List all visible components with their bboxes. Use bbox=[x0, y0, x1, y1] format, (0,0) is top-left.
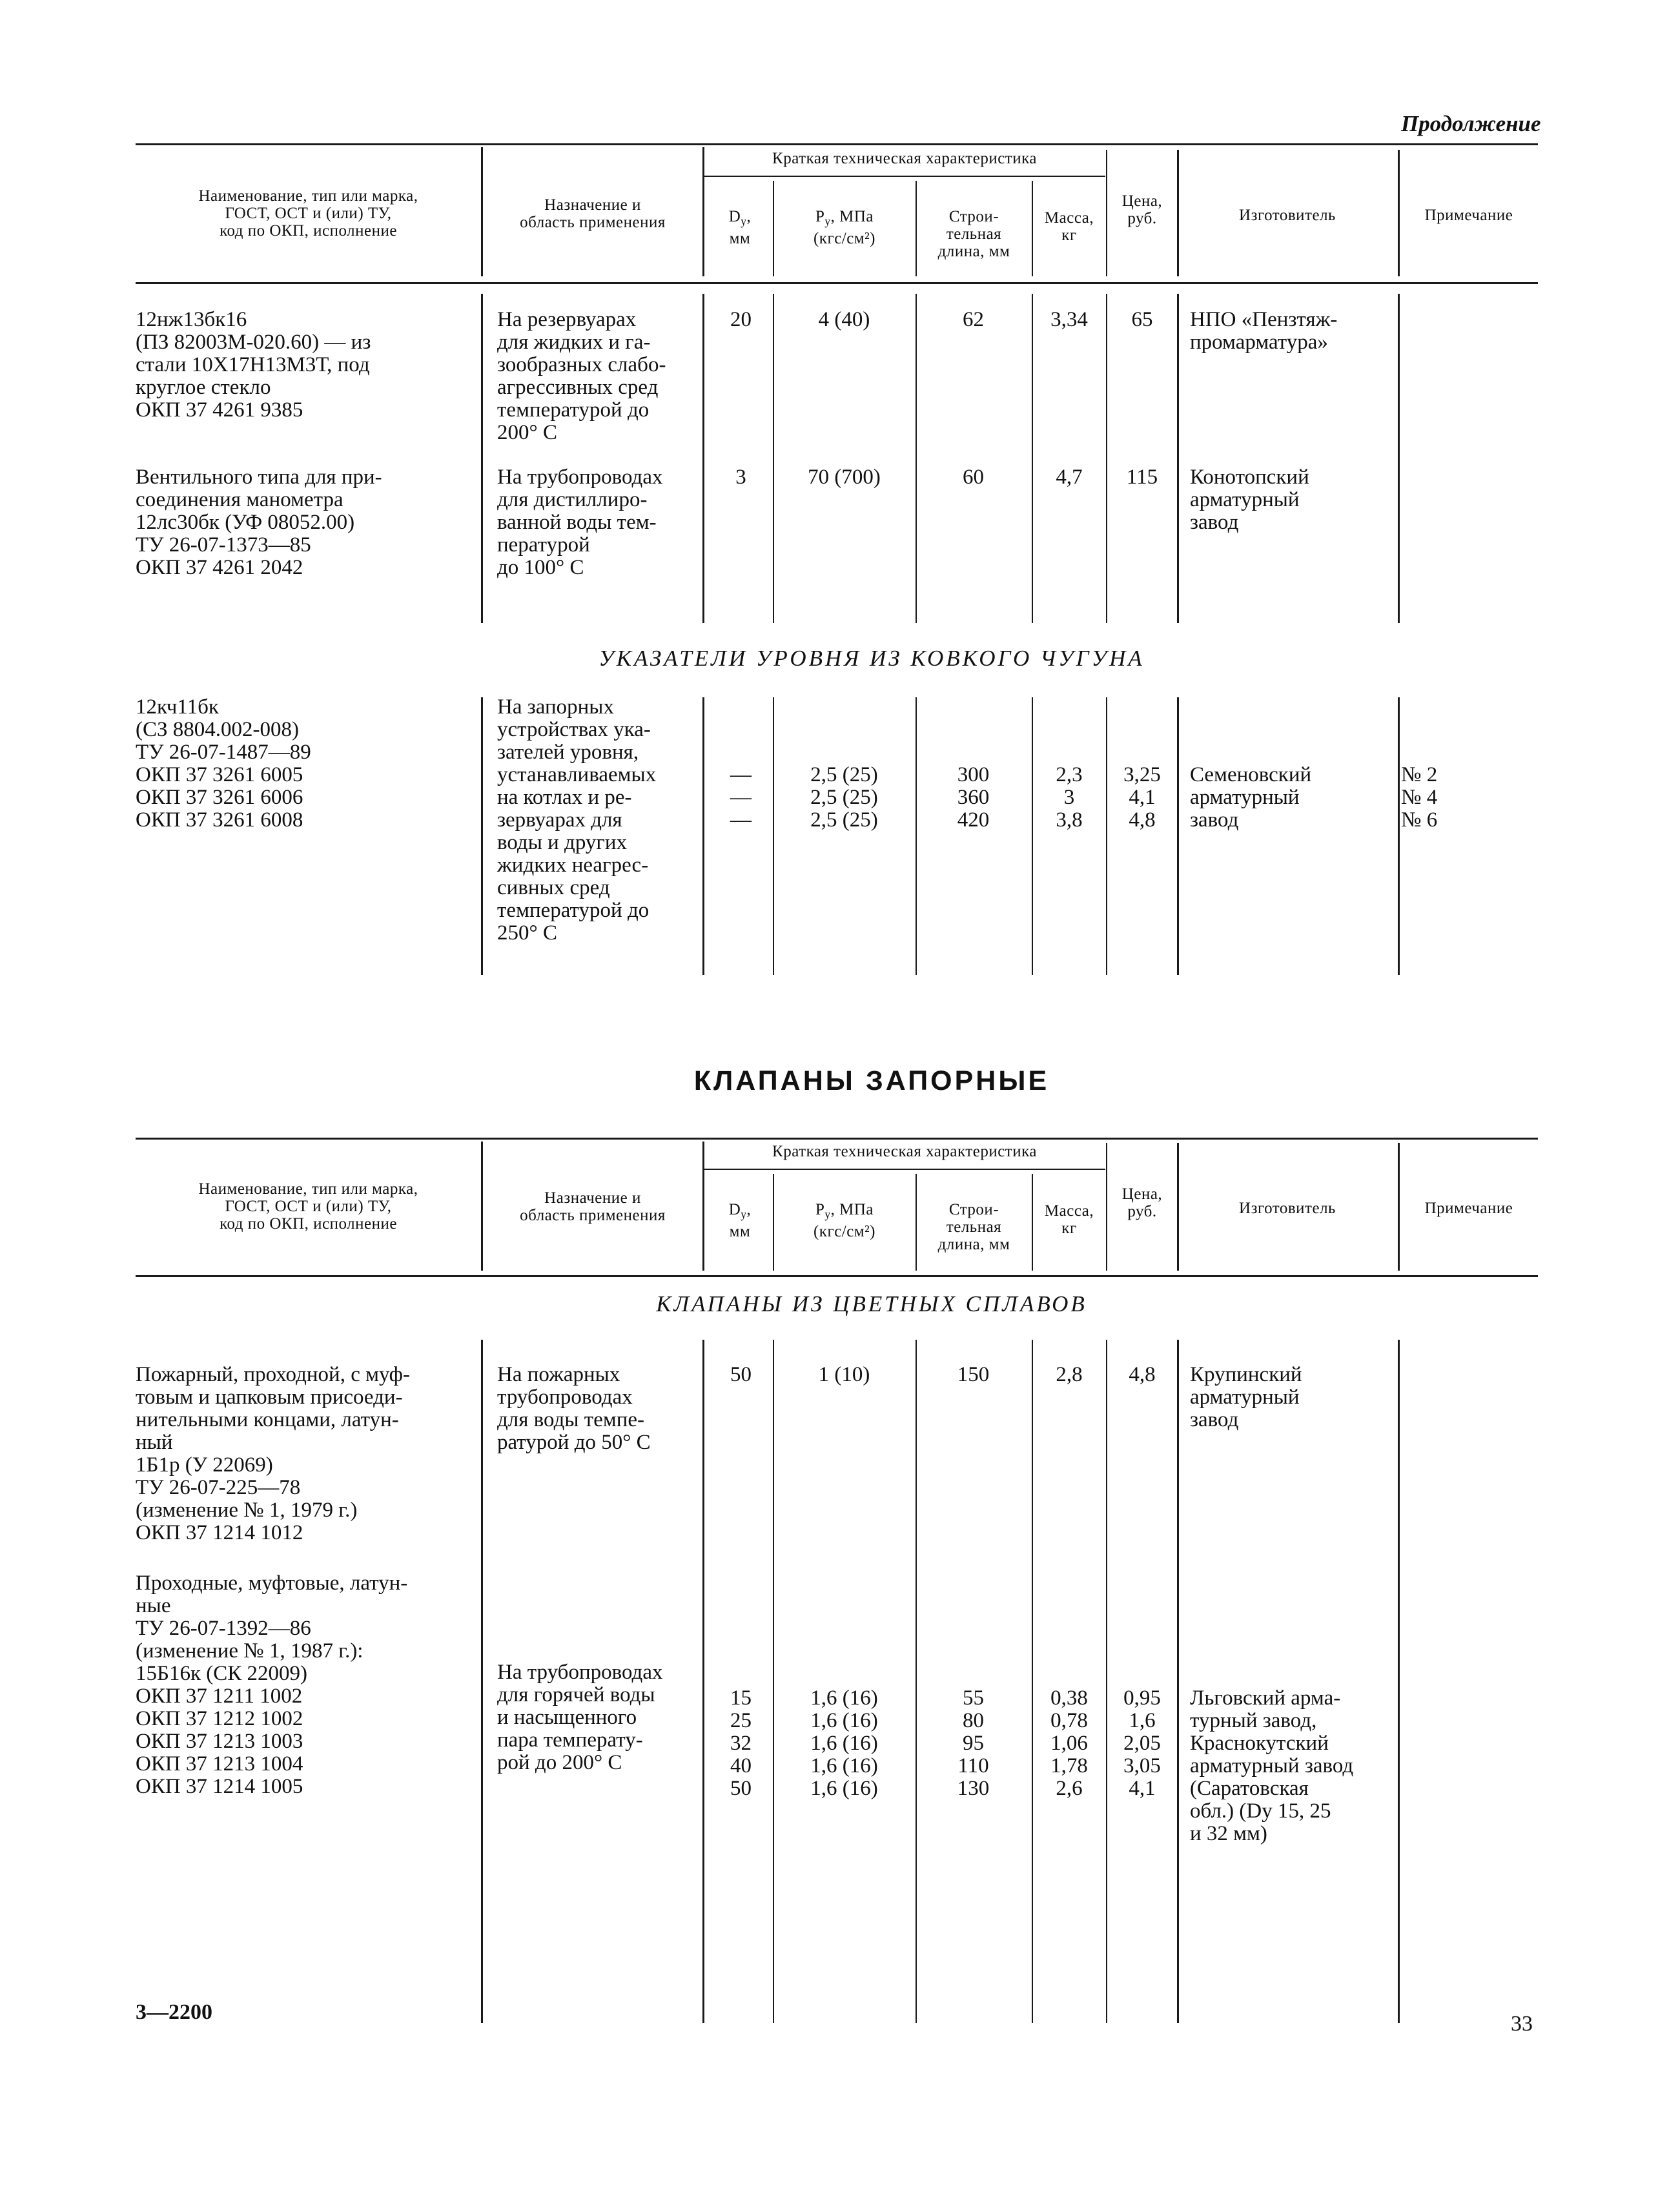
header-dy-col: $D_у$, мм bbox=[728, 208, 752, 248]
row-price: 65 bbox=[1131, 308, 1153, 331]
row-price: 115 bbox=[1126, 466, 1158, 489]
row-maker: Льговский арма- турный завод, Краснокутский арматурный завод (Саратовская обл.) (Dу 15, 25 и 32 мм) bbox=[1190, 1686, 1354, 1845]
header-dy-col: $D_у$, мм bbox=[728, 1201, 752, 1241]
section-title-nonferrous: КЛАПАНЫ ИЗ ЦВЕТНЫХ СПЛАВОВ bbox=[656, 1291, 1087, 1316]
header-price-col: Цена, руб. bbox=[1121, 192, 1163, 227]
row-dy: 3 bbox=[735, 466, 746, 489]
row-mass: 2,3 3 3,8 bbox=[1056, 763, 1083, 832]
row-mass: 3,34 bbox=[1050, 308, 1088, 331]
row-name: 12кч11бк (СЗ 8804.002-008) ТУ 26-07-1487—89 ОКП 37 3261 6005 ОКП 37 3261 6006 ОКП 37 3261 6008 bbox=[136, 695, 311, 832]
row-maker: Крупинский арматурный завод bbox=[1190, 1363, 1302, 1431]
page-number: 33 bbox=[1511, 2012, 1533, 2036]
section-title-malleable: УКАЗАТЕЛИ УРОВНЯ ИЗ КОВКОГО ЧУГУНА bbox=[599, 646, 1145, 671]
row-py: 1 (10) bbox=[818, 1363, 870, 1386]
row-name: Проходные, муфтовые, латун- ные ТУ 26-07-1392—86 (изменение № 1, 1987 г.): 15Б16к (СК 22009) ОКП 37 1211 1002 ОКП 37 1212 1002 ОКП 37 1213 1003 ОКП 37 1213 1004 ОКП 37 1214 1005 bbox=[136, 1572, 408, 1798]
row-dy: 50 bbox=[730, 1363, 752, 1386]
row-length: 150 bbox=[957, 1363, 990, 1386]
header-maker-col: Изготовитель bbox=[1239, 207, 1336, 224]
header-purpose-col: Назначение и область применения bbox=[520, 1189, 666, 1224]
row-py: 4 (40) bbox=[818, 308, 870, 331]
header-note-col: Примечание bbox=[1424, 1200, 1513, 1217]
header-maker-col: Изготовитель bbox=[1239, 1200, 1336, 1217]
row-purpose: На трубопроводах для дистиллиро- ванной воды тем- пературой до 100° С bbox=[497, 466, 663, 579]
row-mass: 2,8 bbox=[1056, 1363, 1083, 1386]
row-purpose: На трубопроводах для горячей воды и насыщенного пара температу- рой до 200° С bbox=[497, 1661, 663, 1774]
row-note: № 2 № 4 № 6 bbox=[1401, 763, 1438, 832]
row-py: 70 (700) bbox=[808, 466, 881, 489]
header-tech-group: Краткая техническая характеристика bbox=[772, 1143, 1037, 1160]
header-py-col: $P_у$, МПа (кгс/см²) bbox=[813, 208, 875, 248]
row-maker: НПО «Пензтяж- промарматура» bbox=[1190, 308, 1338, 354]
header-length-col: Строи- тельная длина, мм bbox=[937, 208, 1010, 260]
header-note-col: Примечание bbox=[1424, 207, 1513, 224]
row-price: 4,8 bbox=[1129, 1363, 1156, 1386]
header-tech-group: Краткая техническая характеристика bbox=[772, 150, 1037, 167]
header-mass-col: Масса, кг bbox=[1044, 1202, 1094, 1237]
row-maker: Конотопский арматурный завод bbox=[1190, 466, 1309, 534]
row-dy: — — — bbox=[730, 763, 752, 832]
footer-code: 3—2200 bbox=[136, 2000, 212, 2024]
row-length: 60 bbox=[963, 466, 984, 489]
header-price-col: Цена, руб. bbox=[1121, 1185, 1163, 1220]
header-length-col: Строи- тельная длина, мм bbox=[937, 1201, 1010, 1253]
row-mass: 0,38 0,78 1,06 1,78 2,6 bbox=[1050, 1686, 1088, 1800]
row-purpose: На запорных устройствах ука- зателей уровня, устанавливаемых на котлах и ре- зервуарах для воды и других жидких неагрес- сивных сред температурой до 250° С bbox=[497, 695, 657, 945]
row-length: 62 bbox=[963, 308, 984, 331]
row-dy: 20 bbox=[730, 308, 752, 331]
row-length: 55 80 95 110 130 bbox=[957, 1686, 990, 1800]
row-purpose: На пожарных трубопроводах для воды темпе- ратурой до 50° С bbox=[497, 1363, 651, 1454]
row-name: Вентильного типа для при- соединения манометра 12лс30бк (УФ 08052.00) ТУ 26-07-1373—85 ОКП 37 4261 2042 bbox=[136, 466, 382, 579]
row-py: 1,6 (16) 1,6 (16) 1,6 (16) 1,6 (16) 1,6 (16) bbox=[810, 1686, 878, 1800]
row-length: 300 360 420 bbox=[957, 763, 990, 832]
header-name-col: Наименование, тип или марка, ГОСТ, ОСТ и (или) ТУ, код по ОКП, исполнение bbox=[198, 187, 418, 240]
header-name-col: Наименование, тип или марка, ГОСТ, ОСТ и (или) ТУ, код по ОКП, исполнение bbox=[198, 1180, 418, 1233]
header-py-col: $P_у$, МПа (кгс/см²) bbox=[813, 1201, 875, 1241]
row-price: 0,95 1,6 2,05 3,05 4,1 bbox=[1123, 1686, 1161, 1800]
row-mass: 4,7 bbox=[1056, 466, 1083, 489]
row-name: 12нж13бк16 (ПЗ 82003М-020.60) — из стали 10Х17Н13М3Т, под круглое стекло ОКП 37 4261 9385 bbox=[136, 308, 371, 422]
row-maker: Семеновский арматурный завод bbox=[1190, 763, 1312, 832]
continuation-label: Продолжение bbox=[1401, 111, 1541, 136]
row-name: Пожарный, проходной, с муф- товым и цапковым присоеди- нительными концами, латун- ный 1Б1р (У 22069) ТУ 26-07-225—78 (изменение № 1, 1979 г.) ОКП 37 1214 1012 bbox=[136, 1363, 411, 1544]
header-mass-col: Масса, кг bbox=[1044, 209, 1094, 244]
row-purpose: На резервуарах для жидких и га- зообразных слабо- агрессивных сред температурой до 200° С bbox=[497, 308, 666, 444]
row-dy: 15 25 32 40 50 bbox=[730, 1686, 752, 1800]
row-py: 2,5 (25) 2,5 (25) 2,5 (25) bbox=[810, 763, 878, 832]
header-purpose-col: Назначение и область применения bbox=[520, 196, 666, 231]
row-price: 3,25 4,1 4,8 bbox=[1123, 763, 1161, 832]
main-title: КЛАПАНЫ ЗАПОРНЫЕ bbox=[693, 1065, 1050, 1096]
